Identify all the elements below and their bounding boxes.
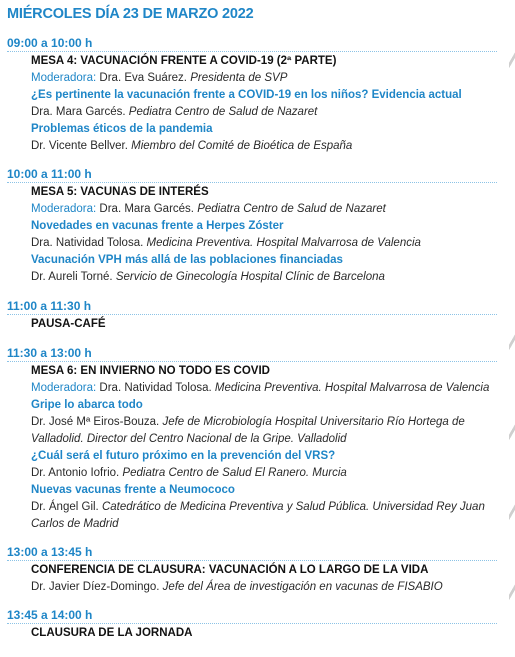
speaker-role: Servicio de Ginecología Hospital Clínic de Barcelona [115,271,385,283]
edge-decoration [509,48,515,70]
speaker-role: Jefe de Microbiología Hospital Universitario Río Hortega de Valladolid. Director del Centro Nacional de la Gripe. Valladolid [31,416,465,445]
session-title: MESA 5: VACUNAS DE INTERÉS [31,186,209,198]
divider [7,361,497,362]
moderator-name: Dra. Natividad Tolosa. [99,382,212,394]
speaker-role: Catedrático de Medicina Preventiva y Salud Pública. Universidad Rey Juan Carlos de Madrid [31,501,485,530]
divider [7,182,497,183]
session-time: 10:00 a 11:00 h [7,167,92,181]
speaker-name: Dr. Ángel Gil. [31,501,99,513]
moderator-role: Pediatra Centro de Salud de Nazaret [197,203,386,215]
speaker-name: Dra. Mara Garcés. [31,106,126,118]
speaker-name: Dr. Javier Díez-Domingo. [31,581,160,593]
session-title: MESA 4: VACUNACIÓN FRENTE A COVID-19 (2ª PARTE) [31,55,337,67]
divider [7,560,497,561]
speaker-name: Dr. Aureli Torné. [31,271,113,283]
speaker-line [31,499,493,533]
speaker-line [31,138,501,155]
speaker-role: Pediatra Centro de Salud El Ranero. Murcia [122,467,347,479]
edge-decoration [509,330,515,352]
session-title: CONFERENCIA DE CLAUSURA: VACUNACIÓN A LO LARGO DE LA VIDA [31,564,429,576]
speaker-line [31,414,493,448]
speaker-line [31,579,501,596]
session-time: 09:00 a 10:00 h [7,36,93,50]
edge-decoration [509,500,515,522]
speaker-line [31,465,501,482]
day-title: MIÉRCOLES DÍA 23 DE MARZO 2022 [7,6,254,22]
speaker-name: Dr. Antonio Iofrio. [31,467,120,479]
moderator-label: Moderadora: [31,382,97,394]
talk-title: Vacunación VPH más allá de las poblaciones financiadas [31,254,343,266]
moderator-name: Dra. Mara Garcés. [99,203,194,215]
divider [7,623,497,624]
speaker-role: Pediatra Centro de Salud de Nazaret [128,106,318,118]
divider [7,51,497,52]
talk-title: Nuevas vacunas frente a Neumococo [31,484,235,496]
session-title: CLAUSURA DE LA JORNADA [31,627,193,639]
speaker-name: Dr. Vicente Bellver. [31,140,128,152]
moderator-role: Presidenta de SVP [190,72,288,84]
talk-title: Gripe lo abarca todo [31,399,143,411]
talk-title: ¿Cuál será el futuro próximo en la prevención del VRS? [31,450,336,462]
speaker-role: Jefe del Área de investigación en vacunas de FISABIO [162,581,443,593]
moderator-name: Dra. Eva Suárez. [99,72,187,84]
edge-decoration [509,420,515,442]
moderator-line [31,70,501,87]
edge-decoration [509,580,515,602]
talk-title: Problemas éticos de la pandemia [31,123,213,135]
speaker-role: Medicina Preventiva. Hospital Malvarrosa de Valencia [146,237,421,249]
moderator-line [31,380,501,397]
session-time: 11:00 a 11:30 h [7,299,92,313]
session-time: 11:30 a 13:00 h [7,346,92,360]
speaker-role: Miembro del Comité de Bioética de España [131,140,353,152]
session-time: 13:00 a 13:45 h [7,545,93,559]
session-title: PAUSA-CAFÉ [31,318,106,330]
moderator-role: Medicina Preventiva. Hospital Malvarrosa de Valencia [214,382,490,394]
speaker-line [31,235,501,252]
divider [7,314,497,315]
session-time: 13:45 a 14:00 h [7,608,93,622]
talk-title: Novedades en vacunas frente a Herpes Zóster [31,220,284,232]
moderator-line [31,201,501,218]
speaker-name: Dr. José Mª Eiros-Bouza. [31,416,160,428]
session-title: MESA 6: EN INVIERNO NO TODO ES COVID [31,365,270,377]
moderator-label: Moderadora: [31,203,97,215]
speaker-line [31,104,501,121]
moderator-label: Moderadora: [31,72,97,84]
speaker-name: Dra. Natividad Tolosa. [31,237,144,249]
talk-title: ¿Es pertinente la vacunación frente a COVID-19 en los niños? Evidencia actual [31,89,462,101]
speaker-line [31,269,501,286]
